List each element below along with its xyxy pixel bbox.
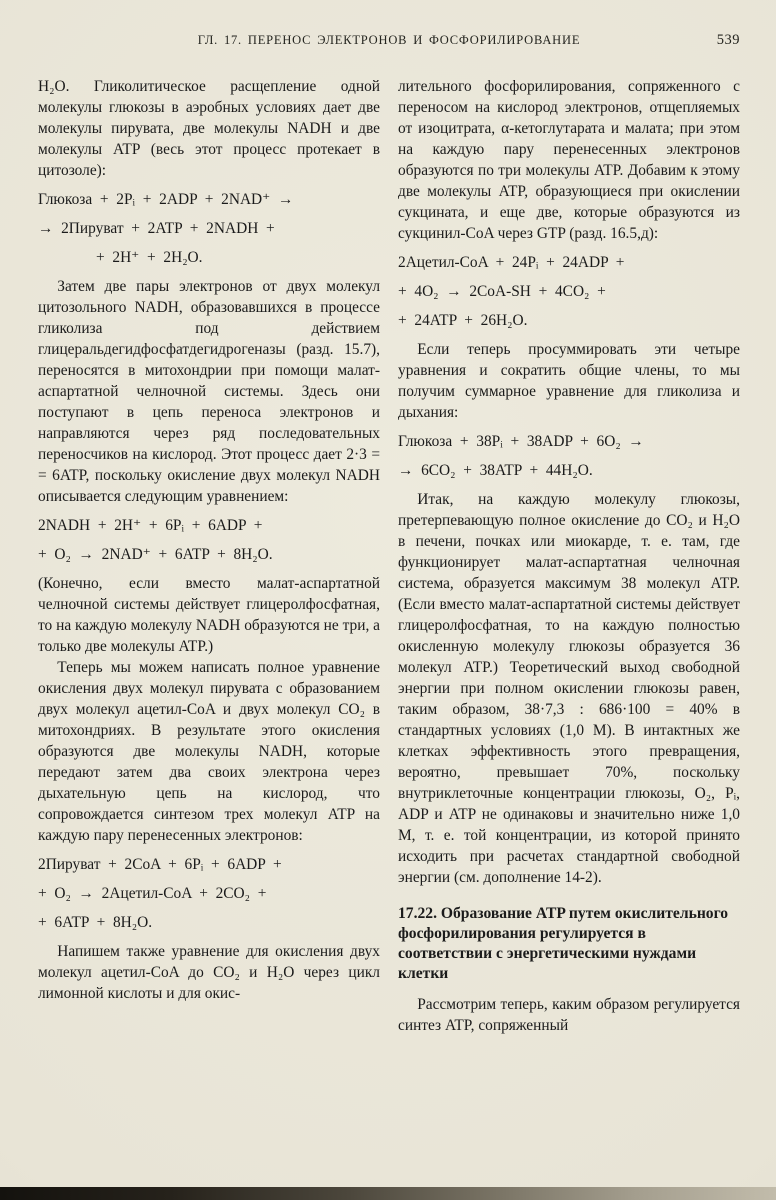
equation-acetyl-coa (398, 252, 740, 331)
paragraph-electron-pairs: Затем две пары электронов от двух молекул цитозольного NADH, образовавшихся в процессе гликолиза под действием глицеральдегидфосфатдегидрогеназы (разд. 15.7), переносятся в митохондрии при помощи малат-аспартатной челночной системы. Здесь они поступают в цепь переноса электронов и направляются через ряд последовательных переносчиков на кислород. Этот процесс дает 2·3 = = 6ATP, поскольку окисление двух молекул NADH описывается следующим уравнением: (38, 278, 380, 505)
running-head-title: ГЛ. 17. ПЕРЕНОС ЭЛЕКТРОНОВ И ФОСФОРИЛИРОВАНИЕ (197, 33, 581, 47)
equation-line: + O₂ → 2NAD⁺ + 6ATP + 8H₂O. (38, 546, 273, 563)
equation-line: + O₂ → 2Ацетил-CoA + 2CO₂ + (38, 885, 267, 902)
equation-line: + 24ATP + 26H₂O. (398, 312, 528, 329)
equation-line: Глюкоза + 38Pᵢ + 38ADP + 6O₂ → (398, 433, 644, 450)
paragraph-atp-yield: Итак, на каждую молекулу глюкозы, претерпевающую полное окисление до CO₂ и H₂O в печени, почках или миокарде, т. е. там, где функционирует малат-аспартатная челночная система, образуется максимум 38 молекул ATP. (Если вместо малат-аспартатной системы действует глицеролфосфатная, то на каждую полностью окисленную молекулу глюкозы образуется 36 молекул ATP.) Теоретический выход свободной энергии при полном окислении глюкозы равен, таким образом, 38·7,3 : 686·100 = 40% в стандартных условиях (1,0 М). В интактных же клетках эффективность этого превращения, вероятно, превышает 70%, поскольку внутриклеточные концентрации глюкозы, O₂, Pᵢ, ADP и ATP не одинаковы и значительно ниже 1,0 М, т. е. той концентрации, из которой принято исходить при расчетах стандартной свободной энергии (см. дополнение 14-2). (398, 491, 740, 886)
section-heading-17-22: 17.22. Образование ATP путем окислительного фосфорилирования регулируется в соответствии с энергетическими нуждами клетки (398, 905, 729, 982)
left-column (38, 76, 380, 1036)
paragraph-regulation-intro: Рассмотрим теперь, каким образом регулируется синтез ATP, сопряженный (398, 996, 740, 1034)
equation-line: + 6ATP + 8H₂O. (38, 914, 153, 931)
page-body (38, 76, 740, 1036)
equation-pyruvate (38, 854, 380, 933)
scan-edge-shadow (0, 1187, 776, 1200)
equation-line: 2Пируват + 2CoA + 6Pᵢ + 6ADP + (38, 856, 282, 873)
equation-line: → 2Пируват + 2ATP + 2NADH + (38, 220, 275, 237)
paragraph-shuttle-note: (Конечно, если вместо малат-аспартатной челночной системы действует глицеролфосфатная, то на каждую молекулу NADH образуются не три, а только две молекулы ATP.) (38, 575, 380, 655)
equation-line: + 2H⁺ + 2H₂O. (96, 249, 203, 266)
equation-line: 2Ацетил-CoA + 24Pᵢ + 24ADP + (398, 254, 625, 271)
equation-line: → 6CO₂ + 38ATP + 44H₂O. (398, 462, 593, 479)
equation-line: + 4O₂ → 2CoA-SH + 4CO₂ + (398, 283, 606, 300)
paragraph-acetyl-coa-intro: Напишем также уравнение для окисления двух молекул ацетил-CoA до CO₂ и H₂O через цикл лимонной кислоты и для окис- (38, 943, 380, 1002)
right-column (398, 76, 740, 1036)
equation-line: Глюкоза + 2Pᵢ + 2ADP + 2NAD⁺ → (38, 191, 294, 208)
equation-total-glucose (398, 431, 740, 481)
page-number: 539 (716, 32, 740, 48)
paragraph-glycolysis-intro: H₂O. Гликолитическое расщепление одной молекулы глюкозы в аэробных условиях дает две молекулы пирувата, две молекулы NADH и две молекулы ATP (весь этот процесс протекает в цитозоле): (38, 78, 380, 179)
paragraph-sum-equations: Если теперь просуммировать эти четыре уравнения и сократить общие члены, то мы получим суммарное уравнение для гликолиза и дыхания: (398, 341, 740, 421)
equation-line: 2NADH + 2H⁺ + 6Pᵢ + 6ADP + (38, 517, 263, 534)
page-header (38, 30, 740, 54)
equation-nadh-oxidation (38, 515, 380, 565)
equation-glycolysis (38, 189, 380, 268)
paragraph-pyruvate-oxidation: Теперь мы можем написать полное уравнение окисления двух молекул пирувата с образованием двух молекул ацетил-CoA и двух молекул CO₂ в митохондриях. В результате этого окисления образуются две молекулы NADH, которые передают затем два своих электрона через дыхательную цепь на кислород, что сопровождается синтезом трех молекул ATP на каждую пару перенесенных электронов: (38, 659, 380, 844)
paragraph-oxidative-phosphorylation: лительного фосфорилирования, сопряженного с переносом на кислород электронов, отщепляемых от изоцитрата, α-кетоглутарата и малата; при этом на каждую пару перенесенных электронов образуются по три молекулы ATP. Добавим к этому две молекулы ATP, образующиеся при окислении сукцината, и еще две, которые образуются из сукцинил-CoA через GTP (разд. 16.5,д): (398, 78, 740, 242)
